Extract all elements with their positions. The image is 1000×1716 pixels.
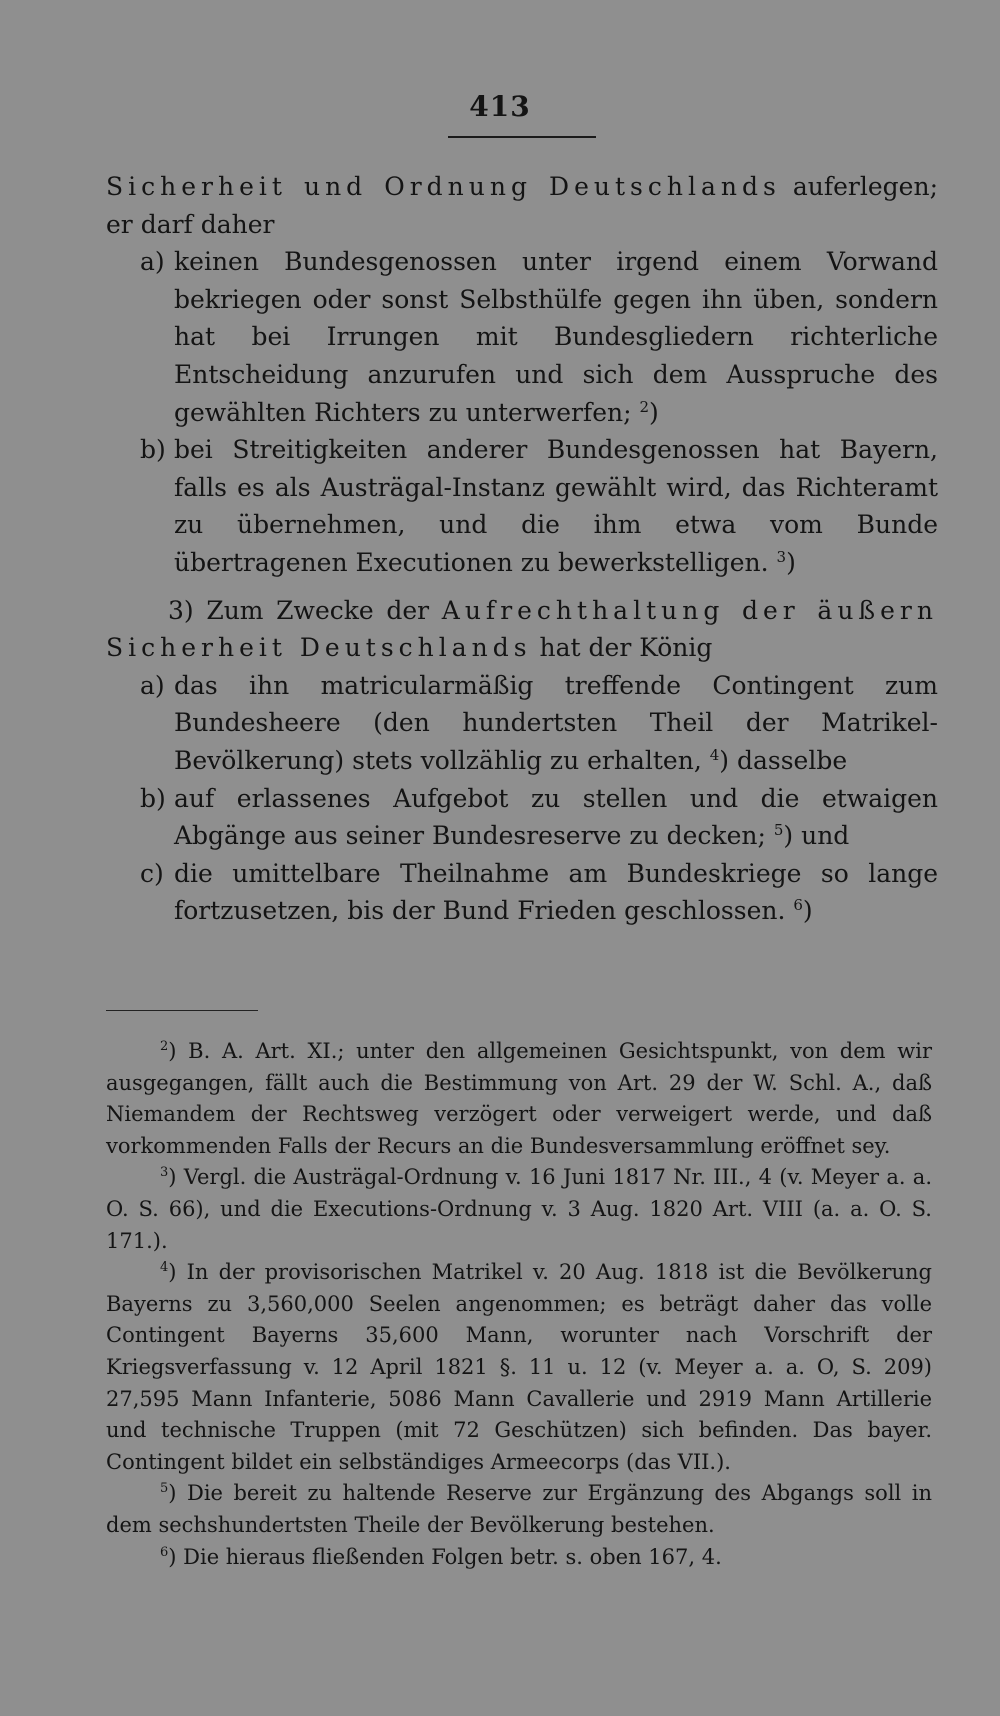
footnote-5-text: ) Die bereit zu haltende Reserve zur Ergänzung des Abgangs soll in dem sechshundertsten Theile der Bevölkerung bestehen.: [106, 1481, 932, 1537]
list-item-b-text: bei Streitigkeiten anderer Bundesgenossen hat Bayern, falls es als Austrägal-Instanz gewählt wird, das Richteramt zu übernehmen, und die ihm etwa vom Bunde übertragenen Executionen zu bewerkstelligen.: [174, 435, 938, 577]
section-3-item-a-after: ) dasselbe: [719, 745, 848, 775]
section-3-marker-b: b): [140, 783, 166, 813]
intro-rest-text: auferlegen; er darf daher: [106, 172, 938, 239]
footnote-6-text: ) Die hieraus fließenden Folgen betr. s. oben 167, 4.: [168, 1544, 722, 1569]
footnote-2-text: ) B. A. Art. XI.; unter den allgemeinen Gesichtspunkt, von dem wir ausgegangen, fällt auch die Bestimmung von Art. 29 der W. Schl. A., daß Niemandem der Rechtsweg verzögert oder verweigert werde, und daß vorkommenden Falls der Recurs an die Bundesversammlung eröffnet sey.: [106, 1039, 932, 1158]
page-number-rule: [448, 136, 596, 138]
footnote-6-number: 6: [160, 1544, 169, 1560]
section-3-lead: 3) Zum Zwecke der: [168, 595, 442, 625]
footnote-ref-5: 5: [773, 821, 784, 840]
section-3-paragraph: [106, 592, 938, 667]
section-3-item-a: [106, 667, 938, 780]
footnote-ref-4: 4: [709, 745, 720, 764]
intro-paragraph: [106, 168, 938, 243]
section-3-marker-c: c): [140, 858, 164, 888]
footnote-2-number: 2: [160, 1039, 169, 1054]
footnotes: [106, 1036, 932, 1573]
section-3-marker-a: a): [140, 670, 165, 700]
section-3-item-c: [106, 855, 938, 930]
list-item-a-text: keinen Bundesgenossen unter irgend einem Vorwand bekriegen oder sonst Selbsthülfe gegen ihn üben, sondern hat bei Irrungen mit Bundesgliedern richterliche Entscheidung anzurufen und sich dem Ausspruche des gewählten Richters zu unterwerfen;: [174, 247, 938, 427]
footnote-2: [106, 1036, 932, 1162]
section-3-item-a-text: das ihn matricularmäßig treffende Contingent zum Bundesheere (den hundertsten Theil der Matrikel-Bevölkerung) stets vollzählig zu erhalten,: [174, 670, 938, 775]
footnote-ref-2: 2: [639, 397, 650, 416]
footnote-ref-2-paren: ): [649, 397, 659, 427]
footnote-ref-3-paren: ): [786, 547, 796, 577]
footnote-4: [106, 1257, 932, 1478]
footnote-5: [106, 1478, 932, 1541]
list-marker-b: b): [140, 435, 166, 465]
footnote-3-number: 3: [160, 1165, 169, 1181]
footnote-4-number: 4: [160, 1260, 169, 1276]
footnote-ref-3: 3: [776, 547, 787, 566]
footnote-ref-6: 6: [793, 896, 803, 915]
list-item-b: [106, 431, 938, 581]
footnote-separator: [106, 1010, 258, 1011]
footnote-6: [106, 1542, 932, 1574]
section-3-item-b: [106, 780, 938, 855]
section-3-rest: hat der König: [531, 633, 713, 663]
footnote-3-text: ) Vergl. die Austrägal-Ordnung v. 16 Juni 1817 Nr. III., 4 (v. Meyer a. a. O. S. 66), und die Executions-Ordnung v. 3 Aug. 1820 Art. VIII (a. a. O. S. 171.).: [106, 1165, 932, 1253]
page-number: 413: [469, 90, 531, 123]
section-3-item-c-text: die umittelbare Theilnahme am Bundeskriege so lange fortzusetzen, bis der Bund Frieden geschlossen.: [174, 858, 938, 926]
footnote-5-number: 5: [160, 1481, 169, 1497]
section-3-item-c-after: ): [802, 896, 813, 926]
main-text: [106, 168, 938, 930]
footnote-3: [106, 1162, 932, 1257]
list-marker-a: a): [140, 247, 165, 277]
list-item-a: [106, 243, 938, 431]
section-3-item-b-after: ) und: [783, 821, 850, 851]
intro-spaced-text: Sicherheit und Ordnung Deutschlands: [106, 172, 781, 201]
section-3-item-b-text: auf erlassenes Aufgebot zu stellen und die etwaigen Abgänge aus seiner Bundesreserve zu decken;: [174, 783, 938, 851]
section-3-spaced-text: Aufrechthaltung der äußern Sicherheit Deutschlands: [106, 595, 938, 663]
footnote-4-text: ) In der provisorischen Matrikel v. 20 Aug. 1818 ist die Bevölkerung Bayerns zu 3,560,000 Seelen angenommen; es beträgt daher das volle Contingent Bayerns 35,600 Mann, worunter nach Vorschrift der Kriegsverfassung v. 12 April 1821 §. 11 u. 12 (v. Meyer a. a. O, S. 209) 27,595 Mann Infanterie, 5086 Mann Cavallerie und 2919 Mann Artillerie und technische Truppen (mit 72 Geschützen) sich befinden. Das bayer. Contingent bildet ein selbständiges Armeecorps (das VII.).: [106, 1260, 932, 1474]
